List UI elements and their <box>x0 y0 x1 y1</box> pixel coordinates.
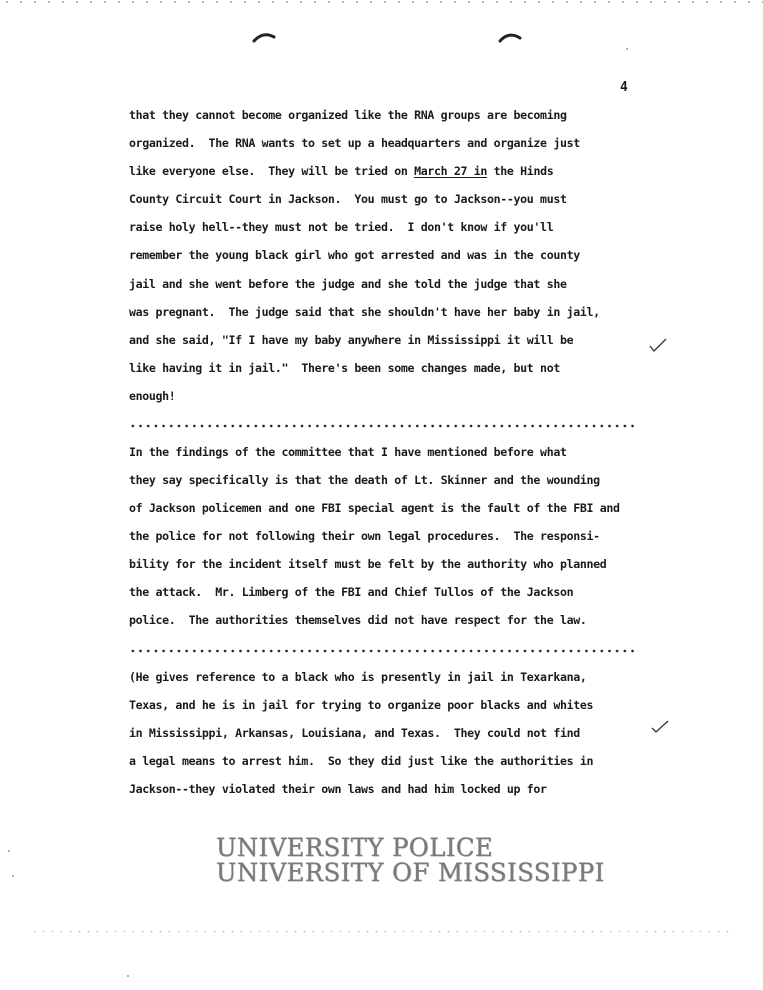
text-line: of Jackson policemen and one FBI special agent is the fault of the FBI and <box>129 501 620 515</box>
scan-speck <box>127 975 129 977</box>
university-police-stamp-line1: UNIVERSITY POLICE <box>216 833 494 862</box>
text-line: the attack. Mr. Limberg of the FBI and Chief Tullos of the Jackson <box>129 585 574 599</box>
text-line: raise holy hell--they must not be tried. I don't know if you'll <box>129 220 554 234</box>
scan-speck <box>8 850 10 852</box>
check-mark-icon <box>648 337 668 353</box>
scan-edge-noise <box>0 0 763 4</box>
text-line: In the findings of the committee that I have mentioned before what <box>129 445 567 459</box>
punch-hole-mark-left <box>252 30 276 44</box>
scan-edge-noise <box>30 930 730 933</box>
text-line: Jackson--they violated their own laws and had him locked up for <box>129 782 547 796</box>
text-line: a legal means to arrest him. So they did just like the authorities in <box>129 754 594 768</box>
text-line: they say specifically is that the death of Lt. Skinner and the wounding <box>129 473 600 487</box>
text-line: Texas, and he is in jail for trying to organize poor blacks and whites <box>129 698 594 712</box>
text-line: County Circuit Court in Jackson. You must go to Jackson--you must <box>129 192 567 206</box>
punch-hole-mark-right <box>498 30 522 44</box>
text-line: was pregnant. The judge said that she shouldn't have her baby in jail, <box>129 305 600 319</box>
text-line: organized. The RNA wants to set up a headquarters and organize just <box>129 136 580 150</box>
text-line: jail and she went before the judge and she told the judge that she <box>129 277 567 291</box>
text-segment: like everyone else. They will be tried on <box>129 164 415 178</box>
text-line: in Mississippi, Arkansas, Louisiana, and Texas. They could not find <box>129 726 580 740</box>
text-line: (He gives reference to a black who is presently in jail in Texarkana, <box>129 670 587 684</box>
dotted-separator <box>129 649 634 653</box>
text-segment: the Hinds <box>487 164 554 178</box>
scan-speck <box>626 48 628 50</box>
text-line <box>129 164 553 178</box>
text-line: bility for the incident itself must be felt by the authority who planned <box>129 557 607 571</box>
dotted-separator <box>129 424 634 428</box>
text-line: enough! <box>129 389 176 403</box>
check-mark-icon <box>650 718 670 734</box>
text-line: like having it in jail." There's been some changes made, but not <box>129 361 560 375</box>
underlined-date: March 27 in <box>414 164 488 178</box>
university-police-stamp-line2: UNIVERSITY OF MISSISSIPPI <box>216 858 605 887</box>
text-line: police. The authorities themselves did not have respect for the law. <box>129 613 587 627</box>
text-line: the police for not following their own legal procedures. The responsi- <box>129 529 600 543</box>
text-line: that they cannot become organized like the RNA groups are becoming <box>129 108 567 122</box>
text-line: remember the young black girl who got arrested and was in the county <box>129 248 580 262</box>
text-line: and she said, "If I have my baby anywhere in Mississippi it will be <box>129 333 574 347</box>
page-number: 4 <box>620 80 628 95</box>
scan-speck <box>12 875 14 877</box>
